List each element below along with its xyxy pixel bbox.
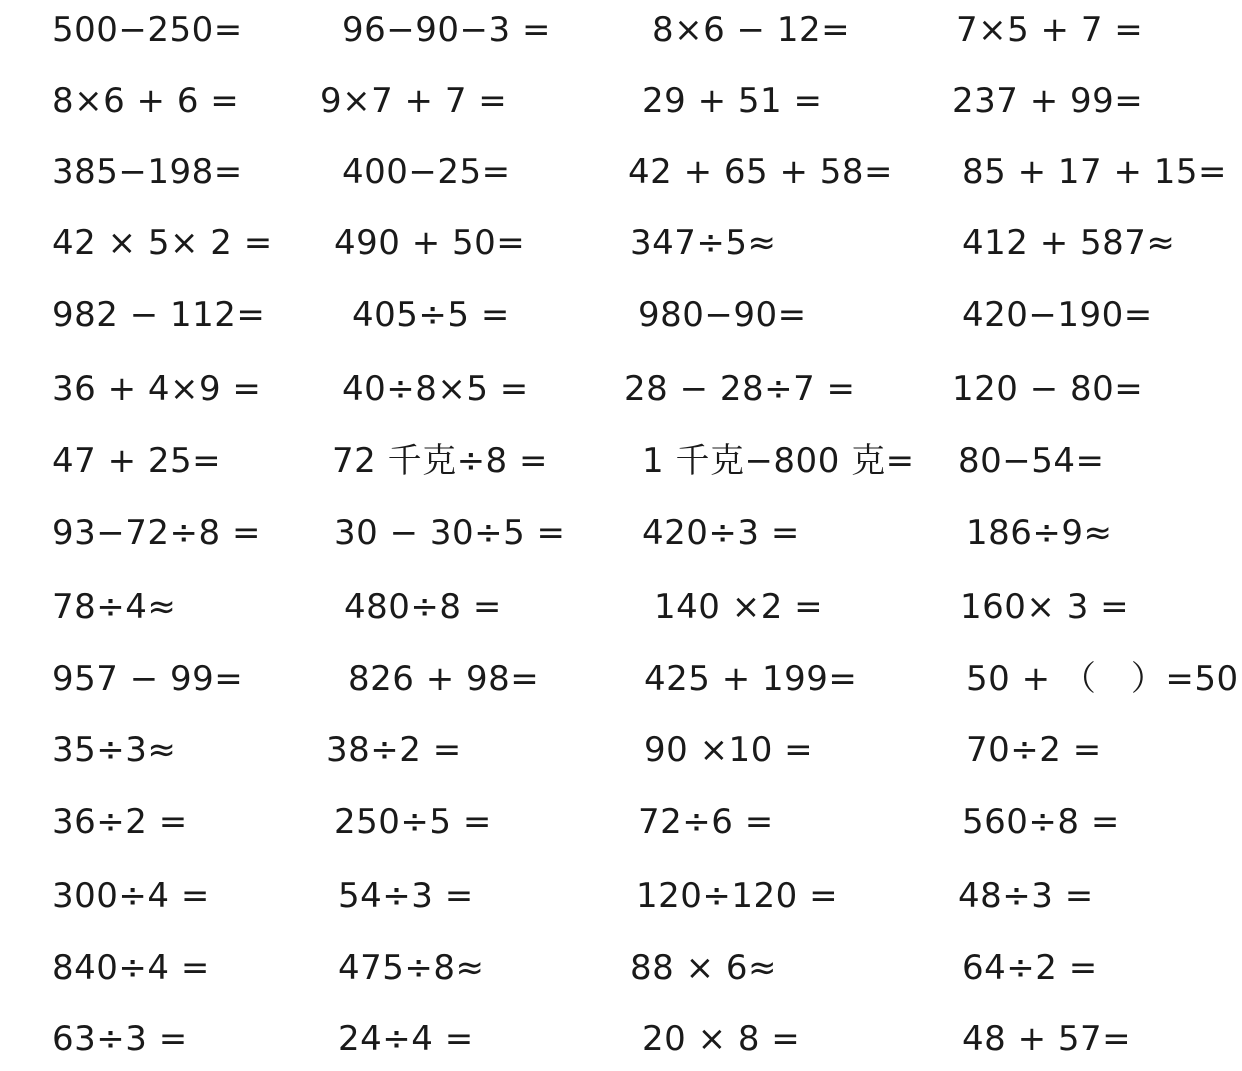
problem: 412 + 587≈ <box>962 223 1176 263</box>
problem: 7×5 + 7 = <box>956 10 1144 50</box>
problem-row <box>0 866 1242 926</box>
problem: 186÷9≈ <box>966 513 1113 553</box>
problem: 38÷2 = <box>326 730 462 770</box>
problem: 85 + 17 + 15= <box>962 152 1227 192</box>
problem: 425 + 199= <box>644 659 858 699</box>
problem-row <box>0 503 1242 563</box>
problem: 490 + 50= <box>334 223 526 263</box>
problem-row <box>0 359 1242 419</box>
problem: 405÷5 = <box>352 295 510 335</box>
problem-row <box>0 0 1242 60</box>
problem: 300÷4 = <box>52 876 210 916</box>
problem: 36 + 4×9 = <box>52 369 262 409</box>
problem: 982 − 112= <box>52 295 266 335</box>
problem: 72÷6 = <box>638 802 774 842</box>
problem: 48 + 57= <box>962 1019 1132 1059</box>
problem: 28 − 28÷7 = <box>624 369 856 409</box>
problem: 48÷3 = <box>958 876 1094 916</box>
problem: 70÷2 = <box>966 730 1102 770</box>
problem: 36÷2 = <box>52 802 188 842</box>
problem: 120÷120 = <box>636 876 839 916</box>
problem: 385−198= <box>52 152 243 192</box>
problem: 64÷2 = <box>962 948 1098 988</box>
problem: 29 + 51 = <box>642 81 823 121</box>
problem: 78÷4≈ <box>52 587 177 627</box>
problem: 400−25= <box>342 152 511 192</box>
problem: 72 千克÷8 = <box>332 441 548 481</box>
problem-row <box>0 285 1242 345</box>
problem-row <box>0 938 1242 998</box>
problem: 63÷3 = <box>52 1019 188 1059</box>
problem-row <box>0 792 1242 852</box>
problem: 93−72÷8 = <box>52 513 261 553</box>
problem: 35÷3≈ <box>52 730 177 770</box>
problem-row <box>0 577 1242 637</box>
problem: 96−90−3 = <box>342 10 551 50</box>
problem: 8×6 − 12= <box>652 10 851 50</box>
problem-row <box>0 720 1242 780</box>
problem-row <box>0 71 1242 131</box>
problem: 250÷5 = <box>334 802 492 842</box>
problem: 560÷8 = <box>962 802 1120 842</box>
problem: 80−54= <box>958 441 1105 481</box>
problem: 160× 3 = <box>960 587 1130 627</box>
problem: 237 + 99= <box>952 81 1144 121</box>
problem: 30 − 30÷5 = <box>334 513 566 553</box>
problem: 420−190= <box>962 295 1153 335</box>
problem: 120 − 80= <box>952 369 1144 409</box>
problem-row <box>0 142 1242 202</box>
problem: 50 + （ ）=50 <box>966 659 1239 699</box>
problem-row <box>0 1009 1242 1069</box>
problem: 42 + 65 + 58= <box>628 152 893 192</box>
problem-row <box>0 649 1242 709</box>
problem-row <box>0 213 1242 273</box>
problem: 347÷5≈ <box>630 223 777 263</box>
problem: 420÷3 = <box>642 513 800 553</box>
problem: 47 + 25= <box>52 441 222 481</box>
problem: 24÷4 = <box>338 1019 474 1059</box>
problem: 54÷3 = <box>338 876 474 916</box>
problem: 20 × 8 = <box>642 1019 801 1059</box>
problem: 500−250= <box>52 10 243 50</box>
problem: 88 × 6≈ <box>630 948 777 988</box>
problem: 826 + 98= <box>348 659 540 699</box>
problem: 480÷8 = <box>344 587 502 627</box>
problem: 8×6 + 6 = <box>52 81 240 121</box>
problem: 42 × 5× 2 = <box>52 223 273 263</box>
problem: 140 ×2 = <box>654 587 824 627</box>
problem: 9×7 + 7 = <box>320 81 508 121</box>
problem: 957 − 99= <box>52 659 244 699</box>
problem: 980−90= <box>638 295 807 335</box>
problem: 1 千克−800 克= <box>642 441 915 481</box>
problem: 40÷8×5 = <box>342 369 529 409</box>
problem: 840÷4 = <box>52 948 210 988</box>
problem-row <box>0 431 1242 491</box>
problem: 475÷8≈ <box>338 948 485 988</box>
problem: 90 ×10 = <box>644 730 814 770</box>
